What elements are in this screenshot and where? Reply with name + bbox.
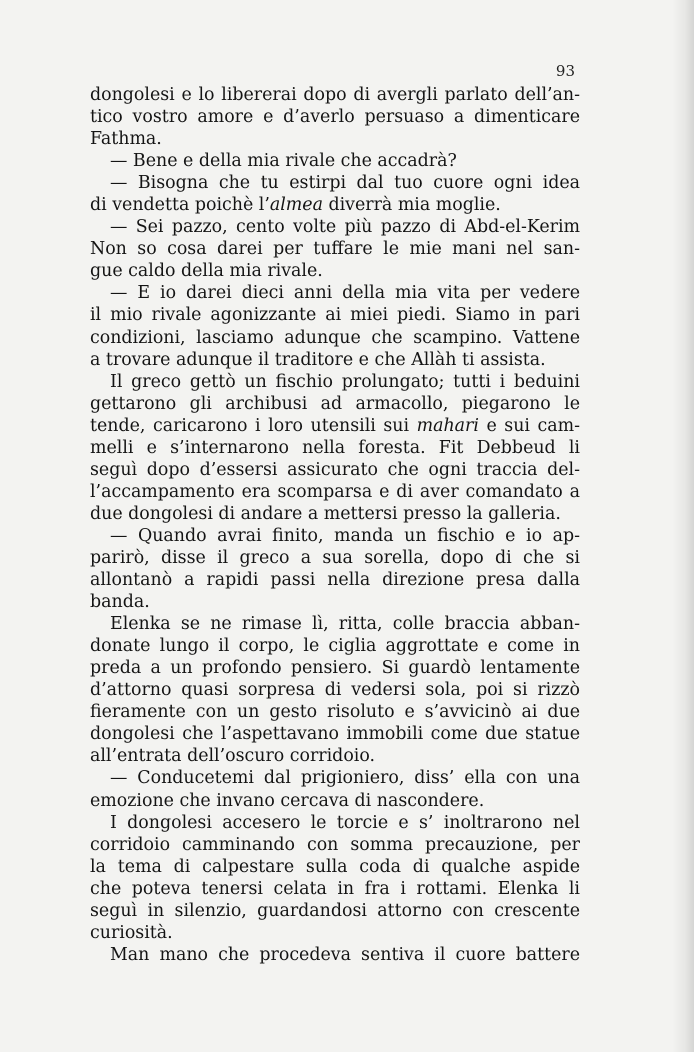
text-line: parirò, disse il greco a sua sorella, dopo di che si: [90, 547, 580, 568]
text-line: seguì dopo d’essersi assicurato che ogni traccia del-: [90, 459, 580, 480]
text-line: — E io darei dieci anni della mia vita per vedere: [110, 283, 580, 304]
text-line: banda.: [90, 592, 150, 613]
text-line: d’attorno quasi sorpresa di vedersi sola, poi si rizzò: [90, 680, 580, 701]
text-line: — Sei pazzo, cento volte più pazzo di Abd-el-Kerim: [110, 217, 580, 238]
text-line: tende, caricarono i loro utensili sui mahari e sui cam-: [90, 415, 580, 436]
text-line: Il greco gettò un fischio prolungato; tutti i beduini: [110, 371, 580, 392]
text-line: due dongolesi di andare a mettersi presso la galleria.: [90, 503, 561, 524]
text-line: dongolesi che l’aspettavano immobili come due statue: [90, 724, 580, 745]
text-line: il mio rivale agonizzante ai miei piedi. Siamo in pari: [90, 305, 580, 326]
text-line: a trovare adunque il traditore e che Allàh ti assista.: [90, 349, 546, 370]
text-line: la tema di calpestare sulla coda di qualche aspide: [90, 856, 580, 877]
text-line: gue caldo della mia rivale.: [90, 261, 323, 282]
text-line: l’accampamento era scomparsa e di aver comandato a: [90, 481, 580, 502]
text-line: Non so cosa darei per tuffare le mie mani nel san-: [90, 239, 580, 260]
text-line: Man mano che procedeva sentiva il cuore battere: [110, 944, 580, 965]
text-line: tico vostro amore e d’averlo persuaso a dimenticare: [90, 107, 580, 128]
text-line: preda a un profondo pensiero. Si guardò lentamente: [90, 658, 580, 679]
text-line: Fathma.: [90, 129, 162, 150]
text-line: condizioni, lasciamo adunque che scampino. Vattene: [90, 327, 580, 348]
page-edge-shadow: [672, 0, 694, 1052]
text-line: curiosità.: [90, 922, 173, 943]
text-line: all’entrata dell’oscuro corridoio.: [90, 746, 376, 767]
text-line: donate lungo il corpo, le ciglia aggrottate e come in: [90, 636, 580, 657]
page-number: 93: [555, 62, 575, 80]
text-line: — Bene e della mia rivale che accadrà?: [110, 151, 457, 172]
text-line: Elenka se ne rimase lì, ritta, colle braccia abban-: [110, 614, 580, 635]
text-line: di vendetta poichè l’almea diverrà mia moglie.: [90, 195, 501, 216]
text-line: — Quando avrai finito, manda un fischio e io ap-: [110, 525, 580, 546]
text-line: emozione che invano cercava di nascondere.: [90, 790, 485, 811]
text-line: allontanò a rapidi passi nella direzione presa dalla: [90, 570, 580, 591]
text-line: corridoio camminando con somma precauzione, per: [90, 834, 580, 855]
text-line: — Conducetemi dal prigioniero, diss’ ella con una: [110, 768, 580, 789]
text-line: seguì in silenzio, guardandosi attorno con crescente: [90, 900, 580, 921]
text-line: — Bisogna che tu estirpi dal tuo cuore ogni idea: [110, 173, 580, 194]
text-line: fieramente con un gesto risoluto e s’avvicinò ai due: [90, 702, 580, 723]
text-line: gettarono gli archibusi ad armacollo, piegarono le: [90, 393, 580, 414]
text-line: I dongolesi accesero le torcie e s’ inoltrarono nel: [110, 812, 580, 833]
text-line: che poteva tenersi celata in fra i rottami. Elenka li: [90, 878, 580, 899]
body-text: [90, 84, 580, 966]
text-line: melli e s’internarono nella foresta. Fit Debbeud li: [90, 437, 580, 458]
text-line: dongolesi e lo libererai dopo di avergli parlato dell’an-: [90, 85, 580, 105]
